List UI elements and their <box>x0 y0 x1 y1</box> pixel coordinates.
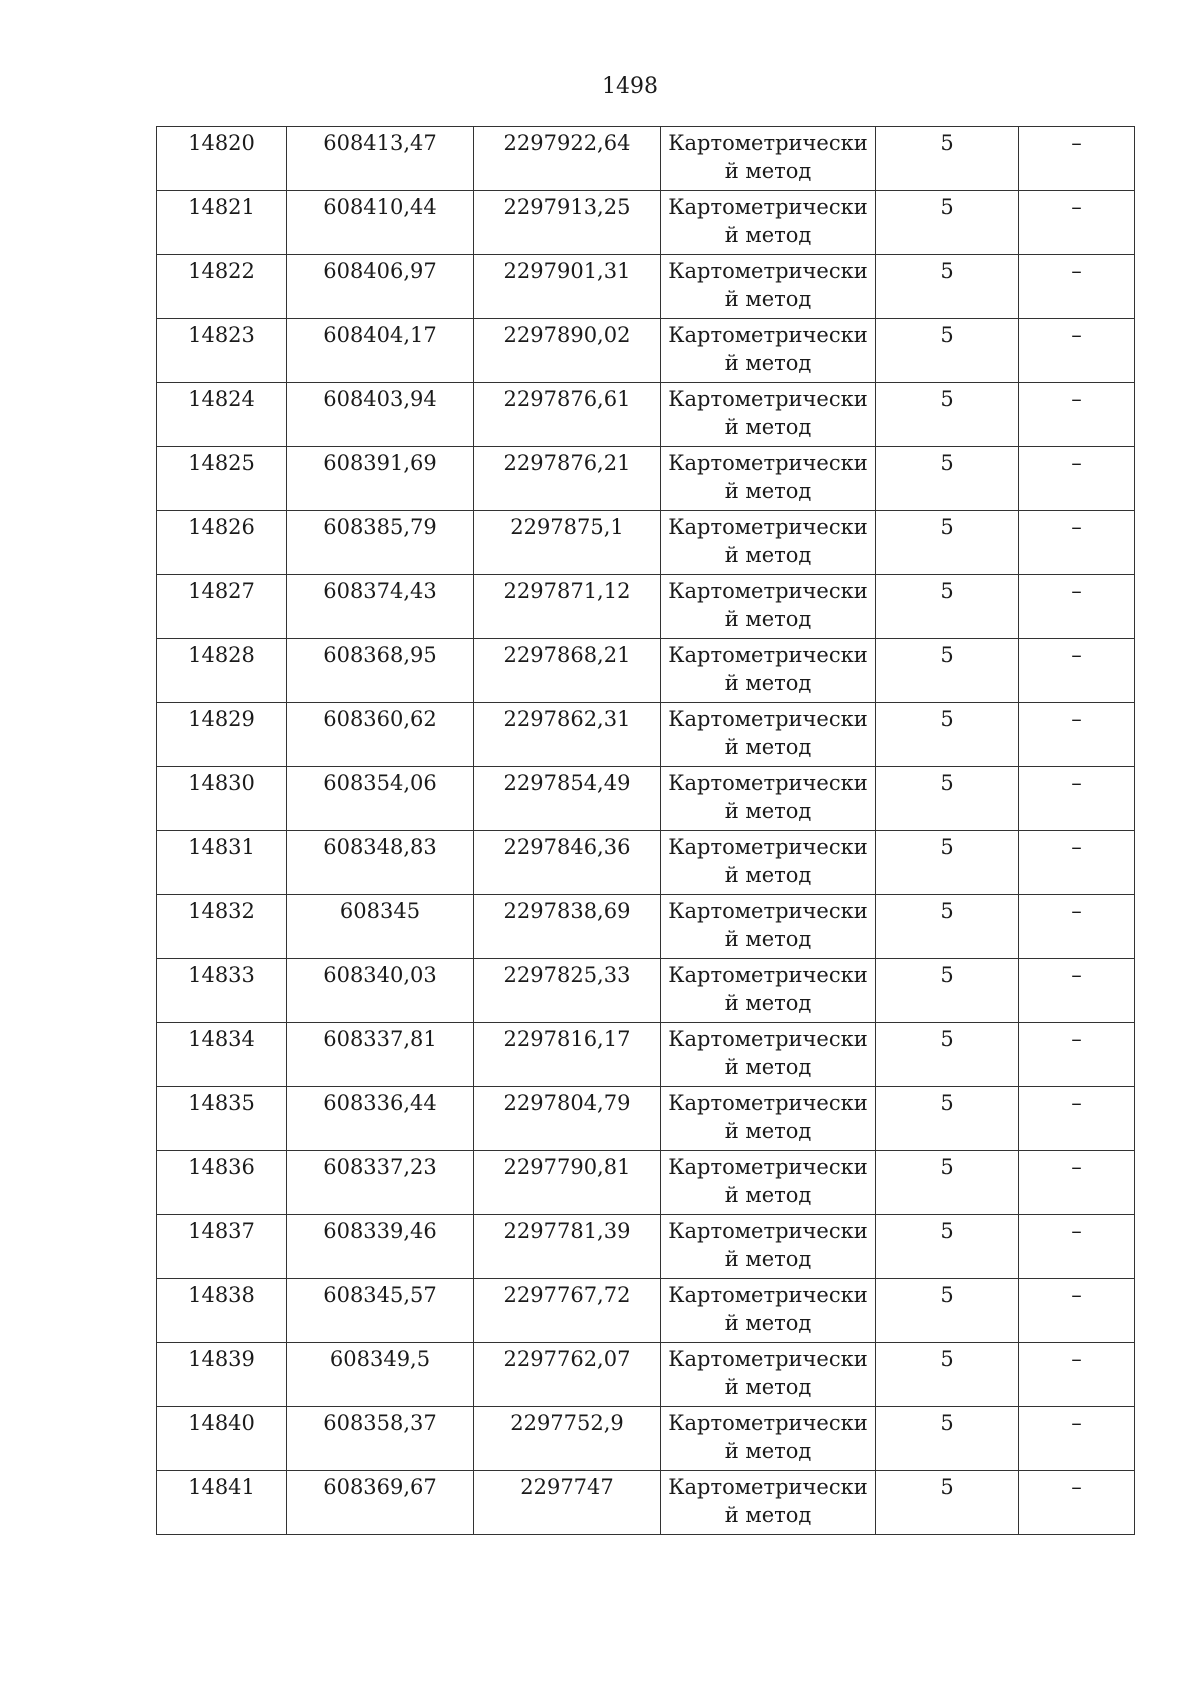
x-coordinate-cell: 608340,03 <box>287 959 474 1023</box>
page-number: 1498 <box>602 74 658 99</box>
table-row <box>157 1279 1135 1343</box>
x-coordinate-cell: 608339,46 <box>287 1215 474 1279</box>
method-line-2: й метод <box>724 799 812 823</box>
table-row <box>157 191 1135 255</box>
y-coordinate-cell: 2297890,02 <box>474 319 661 383</box>
method-line-2: й метод <box>724 287 812 311</box>
method-cell <box>661 511 876 575</box>
accuracy-cell: 5 <box>876 1407 1019 1471</box>
x-coordinate-cell: 608337,23 <box>287 1151 474 1215</box>
note-cell: – <box>1019 895 1135 959</box>
method-line-1: Картометрически <box>668 387 868 411</box>
x-coordinate-cell: 608345,57 <box>287 1279 474 1343</box>
point-id-cell: 14838 <box>157 1279 287 1343</box>
method-line-1: Картометрически <box>668 323 868 347</box>
y-coordinate-cell: 2297790,81 <box>474 1151 661 1215</box>
x-coordinate-cell: 608354,06 <box>287 767 474 831</box>
method-line-1: Картометрически <box>668 131 868 155</box>
method-cell <box>661 639 876 703</box>
method-line-2: й метод <box>724 415 812 439</box>
method-cell <box>661 575 876 639</box>
method-line-2: й метод <box>724 1375 812 1399</box>
method-line-2: й метод <box>724 735 812 759</box>
method-line-1: Картометрически <box>668 1155 868 1179</box>
method-line-1: Картометрически <box>668 1027 868 1051</box>
y-coordinate-cell: 2297901,31 <box>474 255 661 319</box>
note-cell: – <box>1019 639 1135 703</box>
y-coordinate-cell: 2297913,25 <box>474 191 661 255</box>
method-cell <box>661 1151 876 1215</box>
accuracy-cell: 5 <box>876 1023 1019 1087</box>
accuracy-cell: 5 <box>876 383 1019 447</box>
y-coordinate-cell: 2297747 <box>474 1471 661 1535</box>
table-row <box>157 1023 1135 1087</box>
method-cell <box>661 1087 876 1151</box>
accuracy-cell: 5 <box>876 191 1019 255</box>
table-row <box>157 1407 1135 1471</box>
x-coordinate-cell: 608391,69 <box>287 447 474 511</box>
table-row <box>157 1215 1135 1279</box>
accuracy-cell: 5 <box>876 703 1019 767</box>
note-cell: – <box>1019 703 1135 767</box>
point-id-cell: 14827 <box>157 575 287 639</box>
x-coordinate-cell: 608374,43 <box>287 575 474 639</box>
accuracy-cell: 5 <box>876 895 1019 959</box>
accuracy-cell: 5 <box>876 575 1019 639</box>
note-cell: – <box>1019 127 1135 191</box>
point-id-cell: 14828 <box>157 639 287 703</box>
table-row <box>157 959 1135 1023</box>
method-cell <box>661 255 876 319</box>
y-coordinate-cell: 2297767,72 <box>474 1279 661 1343</box>
method-cell <box>661 447 876 511</box>
method-line-2: й метод <box>724 1247 812 1271</box>
table-row <box>157 1471 1135 1535</box>
y-coordinate-cell: 2297854,49 <box>474 767 661 831</box>
note-cell: – <box>1019 1215 1135 1279</box>
method-line-1: Картометрически <box>668 835 868 859</box>
method-cell <box>661 1215 876 1279</box>
method-cell <box>661 1343 876 1407</box>
accuracy-cell: 5 <box>876 127 1019 191</box>
method-line-1: Картометрически <box>668 1283 868 1307</box>
x-coordinate-cell: 608349,5 <box>287 1343 474 1407</box>
method-line-2: й метод <box>724 1119 812 1143</box>
table-row <box>157 1087 1135 1151</box>
method-cell <box>661 767 876 831</box>
y-coordinate-cell: 2297825,33 <box>474 959 661 1023</box>
method-line-1: Картометрически <box>668 1475 868 1499</box>
table-row <box>157 127 1135 191</box>
x-coordinate-cell: 608385,79 <box>287 511 474 575</box>
point-id-cell: 14839 <box>157 1343 287 1407</box>
point-id-cell: 14840 <box>157 1407 287 1471</box>
table-row <box>157 511 1135 575</box>
y-coordinate-cell: 2297862,31 <box>474 703 661 767</box>
table-row <box>157 1343 1135 1407</box>
note-cell: – <box>1019 1279 1135 1343</box>
method-cell <box>661 319 876 383</box>
point-id-cell: 14823 <box>157 319 287 383</box>
method-cell <box>661 1279 876 1343</box>
accuracy-cell: 5 <box>876 767 1019 831</box>
x-coordinate-cell: 608406,97 <box>287 255 474 319</box>
note-cell: – <box>1019 575 1135 639</box>
point-id-cell: 14831 <box>157 831 287 895</box>
table-row <box>157 575 1135 639</box>
point-id-cell: 14834 <box>157 1023 287 1087</box>
method-line-1: Картометрически <box>668 643 868 667</box>
method-line-1: Картометрически <box>668 1347 868 1371</box>
method-line-1: Картометрически <box>668 259 868 283</box>
point-id-cell: 14832 <box>157 895 287 959</box>
point-id-cell: 14835 <box>157 1087 287 1151</box>
note-cell: – <box>1019 255 1135 319</box>
note-cell: – <box>1019 511 1135 575</box>
method-line-1: Картометрически <box>668 515 868 539</box>
method-line-1: Картометрически <box>668 1219 868 1243</box>
y-coordinate-cell: 2297868,21 <box>474 639 661 703</box>
method-line-2: й метод <box>724 351 812 375</box>
method-line-2: й метод <box>724 671 812 695</box>
method-line-1: Картометрически <box>668 1091 868 1115</box>
table-row <box>157 703 1135 767</box>
method-line-1: Картометрически <box>668 963 868 987</box>
y-coordinate-cell: 2297804,79 <box>474 1087 661 1151</box>
method-line-1: Картометрически <box>668 1411 868 1435</box>
point-id-cell: 14830 <box>157 767 287 831</box>
note-cell: – <box>1019 1343 1135 1407</box>
method-line-1: Картометрически <box>668 899 868 923</box>
accuracy-cell: 5 <box>876 1343 1019 1407</box>
method-line-2: й метод <box>724 1183 812 1207</box>
table-row <box>157 1151 1135 1215</box>
accuracy-cell: 5 <box>876 1471 1019 1535</box>
point-id-cell: 14836 <box>157 1151 287 1215</box>
point-id-cell: 14820 <box>157 127 287 191</box>
method-line-2: й метод <box>724 991 812 1015</box>
y-coordinate-cell: 2297752,9 <box>474 1407 661 1471</box>
x-coordinate-cell: 608404,17 <box>287 319 474 383</box>
y-coordinate-cell: 2297875,1 <box>474 511 661 575</box>
point-id-cell: 14841 <box>157 1471 287 1535</box>
accuracy-cell: 5 <box>876 959 1019 1023</box>
method-line-2: й метод <box>724 607 812 631</box>
note-cell: – <box>1019 1087 1135 1151</box>
method-cell <box>661 1023 876 1087</box>
method-line-2: й метод <box>724 1439 812 1463</box>
method-line-2: й метод <box>724 1311 812 1335</box>
note-cell: – <box>1019 767 1135 831</box>
accuracy-cell: 5 <box>876 255 1019 319</box>
table-row <box>157 447 1135 511</box>
x-coordinate-cell: 608369,67 <box>287 1471 474 1535</box>
x-coordinate-cell: 608403,94 <box>287 383 474 447</box>
method-line-2: й метод <box>724 543 812 567</box>
table-row <box>157 639 1135 703</box>
note-cell: – <box>1019 319 1135 383</box>
x-coordinate-cell: 608360,62 <box>287 703 474 767</box>
accuracy-cell: 5 <box>876 1087 1019 1151</box>
method-line-1: Картометрически <box>668 771 868 795</box>
y-coordinate-cell: 2297846,36 <box>474 831 661 895</box>
method-cell <box>661 383 876 447</box>
note-cell: – <box>1019 191 1135 255</box>
point-id-cell: 14821 <box>157 191 287 255</box>
method-line-1: Картометрически <box>668 195 868 219</box>
method-cell <box>661 959 876 1023</box>
method-cell <box>661 127 876 191</box>
note-cell: – <box>1019 1151 1135 1215</box>
accuracy-cell: 5 <box>876 1279 1019 1343</box>
method-cell <box>661 1407 876 1471</box>
accuracy-cell: 5 <box>876 319 1019 383</box>
method-line-1: Картометрически <box>668 579 868 603</box>
x-coordinate-cell: 608337,81 <box>287 1023 474 1087</box>
accuracy-cell: 5 <box>876 511 1019 575</box>
x-coordinate-cell: 608345 <box>287 895 474 959</box>
x-coordinate-cell: 608348,83 <box>287 831 474 895</box>
x-coordinate-cell: 608336,44 <box>287 1087 474 1151</box>
y-coordinate-cell: 2297816,17 <box>474 1023 661 1087</box>
y-coordinate-cell: 2297781,39 <box>474 1215 661 1279</box>
table-row <box>157 831 1135 895</box>
note-cell: – <box>1019 1407 1135 1471</box>
method-line-2: й метод <box>724 863 812 887</box>
method-cell <box>661 831 876 895</box>
coordinates-table <box>156 126 1135 1535</box>
point-id-cell: 14829 <box>157 703 287 767</box>
x-coordinate-cell: 608413,47 <box>287 127 474 191</box>
accuracy-cell: 5 <box>876 1215 1019 1279</box>
x-coordinate-cell: 608368,95 <box>287 639 474 703</box>
table-row <box>157 767 1135 831</box>
method-line-1: Картометрически <box>668 707 868 731</box>
point-id-cell: 14822 <box>157 255 287 319</box>
table-row <box>157 255 1135 319</box>
method-cell <box>661 703 876 767</box>
method-line-1: Картометрически <box>668 451 868 475</box>
point-id-cell: 14833 <box>157 959 287 1023</box>
y-coordinate-cell: 2297762,07 <box>474 1343 661 1407</box>
note-cell: – <box>1019 959 1135 1023</box>
method-line-2: й метод <box>724 1055 812 1079</box>
x-coordinate-cell: 608410,44 <box>287 191 474 255</box>
note-cell: – <box>1019 447 1135 511</box>
point-id-cell: 14826 <box>157 511 287 575</box>
accuracy-cell: 5 <box>876 831 1019 895</box>
accuracy-cell: 5 <box>876 1151 1019 1215</box>
method-line-2: й метод <box>724 1503 812 1527</box>
table-row <box>157 319 1135 383</box>
table-row <box>157 895 1135 959</box>
y-coordinate-cell: 2297838,69 <box>474 895 661 959</box>
y-coordinate-cell: 2297922,64 <box>474 127 661 191</box>
method-line-2: й метод <box>724 223 812 247</box>
note-cell: – <box>1019 1023 1135 1087</box>
method-line-2: й метод <box>724 479 812 503</box>
y-coordinate-cell: 2297871,12 <box>474 575 661 639</box>
x-coordinate-cell: 608358,37 <box>287 1407 474 1471</box>
method-line-2: й метод <box>724 927 812 951</box>
accuracy-cell: 5 <box>876 447 1019 511</box>
y-coordinate-cell: 2297876,61 <box>474 383 661 447</box>
method-cell <box>661 1471 876 1535</box>
point-id-cell: 14825 <box>157 447 287 511</box>
table-body <box>157 127 1135 1535</box>
note-cell: – <box>1019 383 1135 447</box>
accuracy-cell: 5 <box>876 639 1019 703</box>
point-id-cell: 14837 <box>157 1215 287 1279</box>
table-row <box>157 383 1135 447</box>
method-line-2: й метод <box>724 159 812 183</box>
note-cell: – <box>1019 1471 1135 1535</box>
note-cell: – <box>1019 831 1135 895</box>
y-coordinate-cell: 2297876,21 <box>474 447 661 511</box>
point-id-cell: 14824 <box>157 383 287 447</box>
method-cell <box>661 191 876 255</box>
method-cell <box>661 895 876 959</box>
